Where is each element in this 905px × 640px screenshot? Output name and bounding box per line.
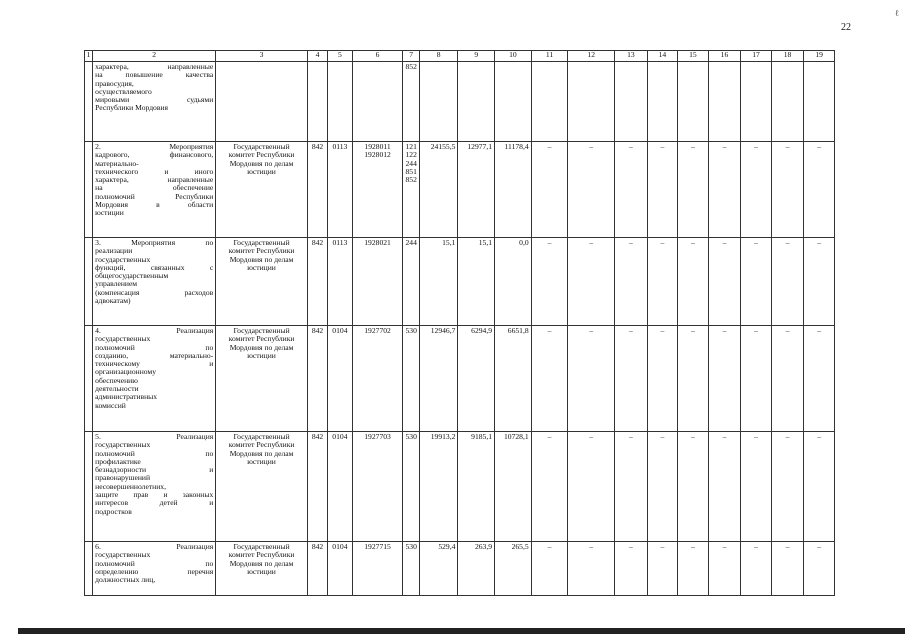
target-code-cell [352, 542, 403, 596]
measure-name-cell-line: характера, направленные [95, 175, 214, 185]
measure-name-cell-line: мировыми судьями [95, 95, 214, 105]
expense-type-cell-line: 530 [405, 542, 417, 551]
expense-type-cell-line: 121 [405, 142, 417, 151]
expense-type-cell-line: 244 [405, 238, 417, 247]
measure-name-cell-line: комиссий [95, 400, 126, 410]
header-row [85, 51, 835, 62]
dash-cell: – [708, 142, 741, 238]
measure-name-cell-line: на повышение качества [95, 70, 214, 80]
col-1-cell [85, 62, 93, 142]
agency-cell-line: комитет Республики [228, 246, 295, 256]
dash-cell: – [531, 432, 568, 542]
dash-cell [771, 62, 804, 142]
measure-name-cell-line: профилактике [95, 456, 141, 466]
agency-cell [216, 432, 308, 542]
dash-cell: – [531, 326, 568, 432]
header-cell: 7 [403, 51, 419, 62]
measure-name-cell-line: административных [95, 392, 158, 402]
measure-name-cell-line: определению перечня [95, 566, 214, 576]
measure-name-cell [93, 238, 216, 326]
dash-cell: – [568, 326, 615, 432]
agency-cell-line: комитет Республики [228, 440, 295, 450]
dash-cell [531, 62, 568, 142]
agency-cell-line: Мордовия по делам [229, 254, 294, 264]
grbs-code-cell: 842 [307, 142, 327, 238]
value-col-9-cell: 263,9 [458, 542, 495, 596]
header-cell: 8 [419, 51, 458, 62]
table-row [85, 326, 835, 432]
dash-cell: – [771, 326, 804, 432]
dash-cell: – [804, 542, 835, 596]
agency-cell [216, 62, 308, 142]
dash-cell: – [804, 326, 835, 432]
measure-name-cell-line: характера, направленные [95, 62, 214, 71]
header-cell: 9 [458, 51, 495, 62]
expense-type-cell [403, 432, 419, 542]
measure-name-cell-line: материально- [95, 158, 139, 168]
value-col-10-cell: 265,5 [495, 542, 532, 596]
dash-cell: – [615, 432, 648, 542]
header-cell: 5 [328, 51, 352, 62]
measure-name-cell-line: интересов детей и [95, 498, 214, 508]
dash-cell: – [615, 238, 648, 326]
header-cell: 2 [93, 51, 216, 62]
dash-cell: – [708, 326, 741, 432]
agency-cell [216, 326, 308, 432]
agency-cell-line: комитет Республики [228, 550, 295, 560]
value-col-10-cell: 10728,1 [495, 432, 532, 542]
scan-edge [18, 628, 905, 634]
expense-type-cell [403, 62, 419, 142]
grbs-code-cell: 842 [307, 542, 327, 596]
header-cell: 18 [771, 51, 804, 62]
measure-name-cell-line: государственных [95, 334, 151, 344]
header-cell: 17 [741, 51, 772, 62]
measure-name-cell-line: безнадзорности и [95, 465, 214, 475]
dash-cell [741, 62, 772, 142]
value-col-9-cell: 6294,9 [458, 326, 495, 432]
measure-name-cell-line: юстиции [95, 208, 124, 218]
measure-name-cell [93, 432, 216, 542]
measure-name-cell-line: созданию, материально- [95, 350, 214, 360]
dash-cell: – [771, 238, 804, 326]
dash-cell: – [741, 542, 772, 596]
measure-name-cell-line: 3. Мероприятия по [95, 238, 214, 247]
agency-cell-line: юстиции [247, 456, 276, 466]
expense-type-cell-line: 244 [405, 158, 417, 168]
target-code-cell [352, 238, 403, 326]
grbs-code-cell: 842 [307, 432, 327, 542]
page-number: 22 [841, 22, 851, 33]
agency-cell-line: юстиции [247, 350, 276, 360]
measure-name-cell-line: полномочий Республики [95, 191, 214, 201]
measure-name-cell-line: полномочий по [95, 342, 214, 352]
dash-cell: – [568, 238, 615, 326]
dash-cell [568, 62, 615, 142]
corner-mark: ℓ [894, 8, 899, 18]
measure-name-cell-line: 4. Реализация [95, 326, 214, 335]
agency-cell [216, 542, 308, 596]
table-row [85, 238, 835, 326]
header-cell: 3 [216, 51, 308, 62]
dash-cell: – [678, 432, 709, 542]
dash-cell: – [615, 542, 648, 596]
dash-cell: – [678, 142, 709, 238]
agency-cell-line: Государственный [233, 432, 290, 441]
header-cell: 13 [615, 51, 648, 62]
table-row [85, 62, 835, 142]
dash-cell [804, 62, 835, 142]
dash-cell: – [804, 432, 835, 542]
expense-type-cell-line: 852 [405, 62, 417, 71]
dash-cell: – [741, 238, 772, 326]
measure-name-cell-line: адвокатам) [95, 296, 131, 306]
dash-cell [647, 62, 678, 142]
expense-type-cell [403, 542, 419, 596]
section-code-cell: 0104 [328, 326, 352, 432]
dash-cell: – [771, 142, 804, 238]
header-cell: 12 [568, 51, 615, 62]
measure-name-cell [93, 326, 216, 432]
agency-cell-line: комитет Республики [228, 150, 295, 160]
measure-name-cell-line: государственных [95, 440, 151, 450]
dash-cell: – [804, 142, 835, 238]
measure-name-cell [93, 142, 216, 238]
agency-cell-line: Мордовия по делам [229, 558, 294, 568]
measure-name-cell-line: Мордовия в области [95, 200, 214, 210]
measure-name-cell-line: государственных [95, 254, 151, 264]
expense-type-cell-line: 122 [405, 150, 417, 160]
expense-type-cell [403, 238, 419, 326]
dash-cell: – [771, 432, 804, 542]
dash-cell: – [615, 326, 648, 432]
grbs-code-cell: 842 [307, 326, 327, 432]
dash-cell: – [568, 142, 615, 238]
measure-name-cell-line: деятельности [95, 384, 139, 394]
expense-type-cell-line: 852 [405, 175, 417, 185]
total-value-cell: 19913,2 [419, 432, 458, 542]
header-cell: 6 [352, 51, 403, 62]
header-cell: 10 [495, 51, 532, 62]
section-code-cell: 0113 [328, 238, 352, 326]
agency-cell-line: Государственный [233, 142, 290, 151]
dash-cell: – [741, 432, 772, 542]
measure-name-cell-line: общегосударственным [95, 271, 169, 281]
agency-cell-line: Государственный [233, 238, 290, 247]
col-1-cell [85, 238, 93, 326]
total-value-cell [419, 62, 458, 142]
measure-name-cell-line: Республики Мордовия [95, 103, 168, 113]
dash-cell: – [771, 542, 804, 596]
header-cell: 11 [531, 51, 568, 62]
table-row [85, 432, 835, 542]
agency-cell-line: Мордовия по делам [229, 342, 294, 352]
dash-cell: – [741, 326, 772, 432]
dash-cell: – [678, 542, 709, 596]
total-value-cell: 12946,7 [419, 326, 458, 432]
value-col-9-cell [458, 62, 495, 142]
expense-type-cell-line: 530 [405, 326, 417, 335]
table-row [85, 542, 835, 596]
target-code-cell [352, 142, 403, 238]
dash-cell: – [531, 142, 568, 238]
dash-cell: – [647, 432, 678, 542]
measure-name-cell-line: правонарушений [95, 473, 151, 483]
measure-name-cell-line: защите прав и законных [95, 490, 214, 500]
value-col-10-cell [495, 62, 532, 142]
col-1-cell [85, 142, 93, 238]
measure-name-cell-line: полномочий по [95, 448, 214, 458]
grbs-code-cell: 842 [307, 238, 327, 326]
expense-type-cell-line: 530 [405, 432, 417, 441]
dash-cell: – [615, 142, 648, 238]
header-cell: 16 [708, 51, 741, 62]
measure-name-cell-line: правосудия, [95, 78, 134, 88]
value-col-9-cell: 15,1 [458, 238, 495, 326]
value-col-9-cell: 12977,1 [458, 142, 495, 238]
measure-name-cell-line: кадрового, финансового, [95, 150, 214, 160]
measure-name-cell [93, 62, 216, 142]
measure-name-cell-line: несовершеннолетних, [95, 481, 166, 491]
value-col-10-cell: 11178,4 [495, 142, 532, 238]
total-value-cell: 15,1 [419, 238, 458, 326]
measure-name-cell-line: (компенсация расходов [95, 287, 214, 297]
measure-name-cell [93, 542, 216, 596]
measure-name-cell-line: полномочий по [95, 558, 214, 568]
agency-cell-line: юстиции [247, 566, 276, 576]
target-code-cell [352, 432, 403, 542]
total-value-cell: 529,4 [419, 542, 458, 596]
dash-cell: – [678, 238, 709, 326]
header-cell: 14 [647, 51, 678, 62]
dash-cell [615, 62, 648, 142]
measure-name-cell-line: обеспечению [95, 375, 138, 385]
target-code-cell [352, 326, 403, 432]
col-1-cell [85, 542, 93, 596]
measure-name-cell-line: функций, связанных с [95, 262, 214, 272]
dash-cell: – [678, 326, 709, 432]
col-1-cell [85, 432, 93, 542]
expense-type-cell [403, 142, 419, 238]
dash-cell [708, 62, 741, 142]
value-col-10-cell: 6651,8 [495, 326, 532, 432]
dash-cell: – [531, 238, 568, 326]
expense-type-cell-line: 851 [405, 166, 417, 176]
value-col-10-cell: 0,0 [495, 238, 532, 326]
agency-cell-line: юстиции [247, 166, 276, 176]
section-code-cell: 0104 [328, 542, 352, 596]
dash-cell: – [708, 238, 741, 326]
dash-cell: – [708, 542, 741, 596]
agency-cell-line: юстиции [247, 262, 276, 272]
dash-cell: – [568, 542, 615, 596]
measure-name-cell-line: реализации [95, 246, 133, 256]
agency-cell-line: Мордовия по делам [229, 448, 294, 458]
total-value-cell: 24155,5 [419, 142, 458, 238]
measure-name-cell-line: осуществляемого [95, 86, 152, 96]
dash-cell: – [531, 542, 568, 596]
section-code-cell: 0104 [328, 432, 352, 542]
header-cell: 19 [804, 51, 835, 62]
measure-name-cell-line: технического и иного [95, 166, 214, 176]
measure-name-cell-line: государственных [95, 550, 151, 560]
value-col-9-cell: 9185,1 [458, 432, 495, 542]
table-body [85, 62, 835, 596]
dash-cell: – [804, 238, 835, 326]
agency-cell-line: комитет Республики [228, 334, 295, 344]
header-cell: 4 [307, 51, 327, 62]
dash-cell: – [647, 238, 678, 326]
grbs-code-cell [307, 62, 327, 142]
dash-cell: – [741, 142, 772, 238]
expense-type-cell [403, 326, 419, 432]
agency-cell [216, 238, 308, 326]
target-code-cell-line: 1928012 [364, 150, 391, 160]
dash-cell: – [647, 142, 678, 238]
table-row [85, 142, 835, 238]
agency-cell-line: Государственный [233, 326, 290, 335]
measure-name-cell-line: 6. Реализация [95, 542, 214, 551]
measure-name-cell-line: подростков [95, 506, 132, 516]
target-code-cell-line: 1928021 [364, 238, 391, 247]
measure-name-cell-line: 5. Реализация [95, 432, 214, 441]
target-code-cell-line: 1928011 [364, 142, 391, 151]
target-code-cell [352, 62, 403, 142]
dash-cell: – [568, 432, 615, 542]
target-code-cell-line: 1927703 [364, 432, 391, 441]
col-1-cell [85, 326, 93, 432]
dash-cell: – [647, 326, 678, 432]
measure-name-cell-line: должностных лиц, [95, 575, 156, 585]
target-code-cell-line: 1927715 [364, 542, 391, 551]
dash-cell [678, 62, 709, 142]
measure-name-cell-line: управлением [95, 279, 138, 289]
agency-cell-line: Государственный [233, 542, 290, 551]
measure-name-cell-line: техническому и [95, 359, 214, 369]
measure-name-cell-line: на обеспечение [95, 183, 214, 193]
target-code-cell-line: 1927702 [364, 326, 391, 335]
budget-table [84, 50, 835, 596]
header-cell: 15 [678, 51, 709, 62]
dash-cell: – [708, 432, 741, 542]
section-code-cell [328, 62, 352, 142]
dash-cell: – [647, 542, 678, 596]
header-cell: 1 [85, 51, 93, 62]
section-code-cell: 0113 [328, 142, 352, 238]
agency-cell [216, 142, 308, 238]
measure-name-cell-line: 2. Мероприятия [95, 142, 214, 151]
agency-cell-line: Мордовия по делам [229, 158, 294, 168]
measure-name-cell-line: организационному [95, 367, 157, 377]
